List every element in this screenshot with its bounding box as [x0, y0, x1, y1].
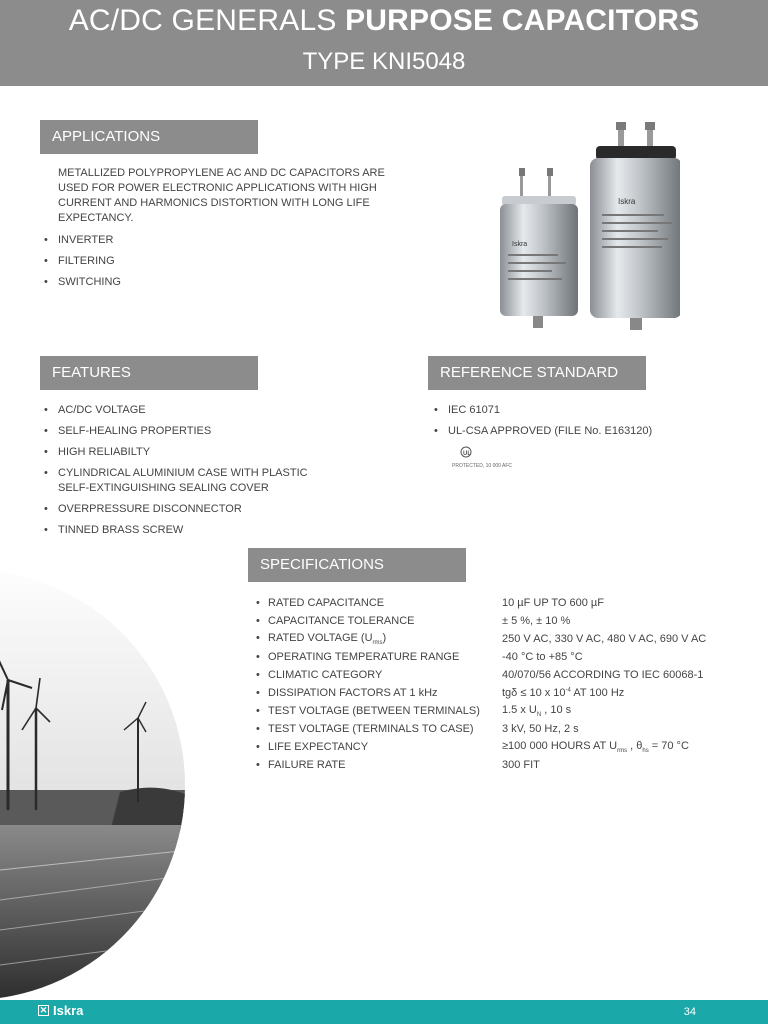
list-item: • TINNED BRASS SCREW: [44, 523, 374, 538]
svg-text:Iskra: Iskra: [618, 197, 636, 206]
table-row: • CAPACITANCE TOLERANCE ± 5 %, ± 10 %: [256, 612, 736, 630]
page-subtitle: TYPE KNI5048: [302, 48, 466, 75]
list-item: • SWITCHING: [44, 275, 344, 290]
list-item: • HIGH RELIABILTY: [44, 445, 374, 460]
list-item: • AC/DC VOLTAGE: [44, 403, 374, 418]
table-row: • OPERATING TEMPERATURE RANGE -40 °C to +85 °C: [256, 648, 736, 666]
table-row: • TEST VOLTAGE (BETWEEN TERMINALS) 1.5 x $U_N$ , 10 s: [256, 702, 736, 720]
svg-text:Iskra: Iskra: [512, 241, 528, 248]
list-item: • SELF-HEALING PROPERTIES: [44, 424, 374, 439]
applications-heading: APPLICATIONS: [40, 120, 258, 154]
footer-bar: [0, 1000, 768, 1024]
table-row: • RATED CAPACITANCE 10 µF UP TO 600 µF: [256, 594, 736, 612]
reference-standard-heading: REFERENCE STANDARD: [428, 356, 646, 390]
specifications-heading: SPECIFICATIONS: [248, 548, 466, 582]
table-row: • TEST VOLTAGE (TERMINALS TO CASE) 3 kV, 50 Hz, 2 s: [256, 720, 736, 738]
list-item: • FILTERING: [44, 254, 344, 269]
features-list: [44, 403, 374, 538]
capacitor-photo: [490, 118, 680, 338]
table-row: • FAILURE RATE 300 FIT: [256, 756, 736, 774]
page-number: 34: [683, 1006, 696, 1018]
svg-text:UL: UL: [463, 451, 471, 457]
reference-standard-list: [434, 403, 734, 439]
table-row: • RATED VOLTAGE $(U_{rms})$ 250 V AC, 330 V AC, 480 V AC, 690 V AC: [256, 630, 736, 648]
title-banner: [0, 0, 768, 86]
features-heading: FEATURES: [40, 356, 258, 390]
table-row: • CLIMATIC CATEGORY 40/070/56 ACCORDING TO IEC 60068-1: [256, 666, 736, 684]
page-title: AC/DC GENERALS PURPOSE CAPACITORS: [68, 4, 700, 37]
wind-turbine-image: [0, 570, 190, 1000]
ul-certification-mark: UL PROTECTED, 10 000 AFC: [452, 446, 512, 469]
specifications-table: [256, 594, 736, 774]
list-item: • UL-CSA APPROVED (FILE No. E163120): [434, 424, 734, 439]
iskra-mark-icon: ✕: [39, 1005, 48, 1015]
list-item: • CYLINDRICAL ALUMINIUM CASE WITH PLASTIC SELF-EXTINGUISHING SEALING COVER: [44, 466, 374, 496]
table-row: • DISSIPATION FACTORS AT 1 kHz tgδ ≤ 10 x $10^{-4}$ AT 100 Hz: [256, 684, 736, 702]
list-item: • IEC 61071: [434, 403, 734, 418]
table-row: • LIFE EXPECTANCY ≥100 000 HOURS AT $U_{rms}$ , $\theta_{hs} = 70$ °C: [256, 738, 736, 756]
applications-intro: METALLIZED POLYPROPYLENE AC AND DC CAPACITORS ARE USED FOR POWER ELECTRONIC APPLICATIONS WITH HIGH CURRENT AND HARMONICS DISTORTION WITH LONG LIFE EXPECTANCY.: [58, 167, 385, 224]
applications-list: [44, 233, 344, 290]
iskra-logo: ✕ Iskra: [39, 1003, 84, 1018]
list-item: • INVERTER: [44, 233, 344, 248]
list-item: • OVERPRESSURE DISCONNECTOR: [44, 502, 374, 517]
